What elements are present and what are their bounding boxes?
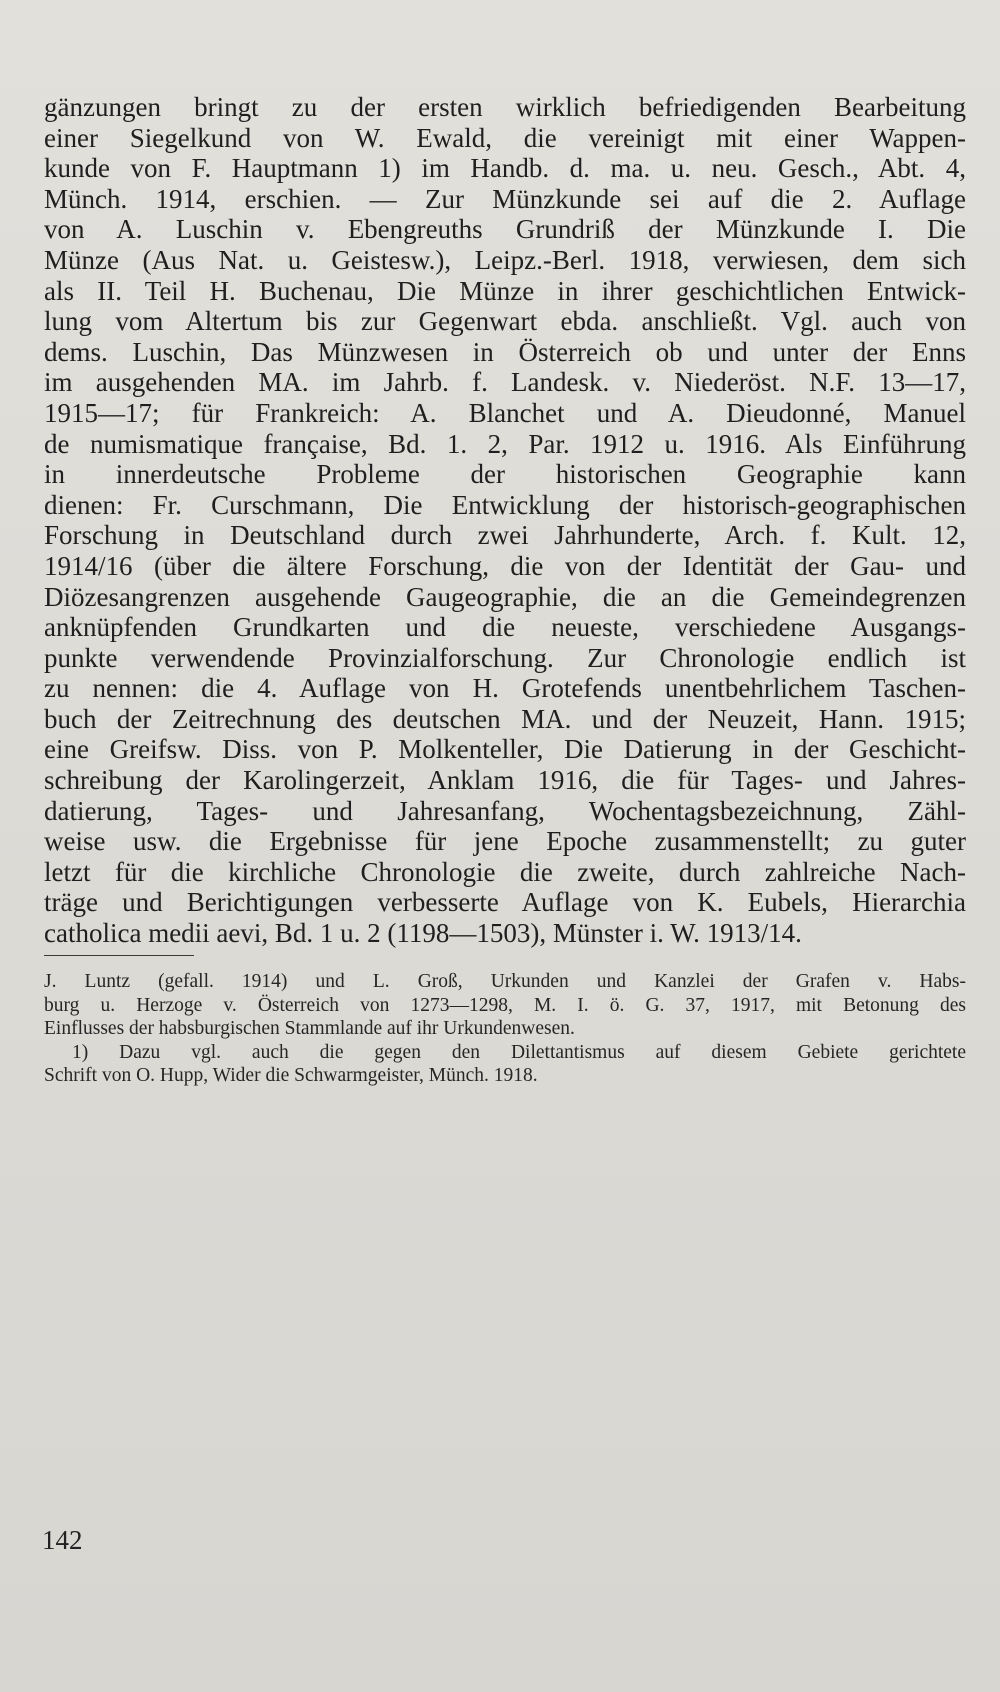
body-line: dienen: Fr. Curschmann, Die Entwicklung der historisch-geographischen <box>44 489 966 520</box>
footnotes-block <box>44 970 966 1088</box>
body-line: gänzungen bringt zu der ersten wirklich befriedigenden Bearbeitung <box>44 92 966 122</box>
body-line: de numismatique française, Bd. 1. 2, Par. 1912 u. 1916. Als Einführung <box>44 428 966 459</box>
body-line: Münch. 1914, erschien. — Zur Münzkunde sei auf die 2. Auflage <box>44 183 966 214</box>
body-line: zu nennen: die 4. Auflage von H. Grotefends unentbehrlichem Taschen- <box>44 673 966 704</box>
body-line: catholica medii aevi, Bd. 1 u. 2 (1198—1503), Münster i. W. 1913/14. <box>44 918 802 949</box>
footnote-line: burg u. Herzoge v. Österreich von 1273—1298, M. I. ö. G. 37, 1917, mit Betonung des <box>44 994 966 1016</box>
body-line: lung vom Altertum bis zur Gegenwart ebda. anschließt. Vgl. auch von <box>44 306 966 337</box>
body-line: träge und Berichtigungen verbesserte Auflage von K. Eubels, Hierarchia <box>44 887 966 918</box>
body-line: Diözesangrenzen ausgehende Gaugeographie, die an die Gemeindegrenzen <box>44 581 966 612</box>
body-line: schreibung der Karolingerzeit, Anklam 1916, die für Tages- und Jahres- <box>44 765 966 796</box>
body-line: als II. Teil H. Buchenau, Die Münze in ihrer geschichtlichen Entwick- <box>44 275 966 306</box>
body-line: datierung, Tages- und Jahresanfang, Wochentagsbezeichnung, Zähl- <box>44 795 966 826</box>
body-line: letzt für die kirchliche Chronologie die zweite, durch zahlreiche Nach- <box>44 856 966 887</box>
body-line: kunde von F. Hauptmann 1) im Handb. d. ma. u. neu. Gesch., Abt. 4, <box>44 153 966 184</box>
body-line: von A. Luschin v. Ebengreuths Grundriß der Münzkunde I. Die <box>44 214 966 245</box>
page-number: 142 <box>42 1525 83 1555</box>
body-line: in innerdeutsche Probleme der historischen Geographie kann <box>44 459 966 490</box>
body-line: einer Siegelkund von W. Ewald, die vereinigt mit einer Wappen- <box>44 122 966 153</box>
footnote-line: Schrift von O. Hupp, Wider die Schwarmgeister, Münch. 1918. <box>44 1065 538 1086</box>
main-text-block <box>44 92 966 949</box>
body-line: 1914/16 (über die ältere Forschung, die von der Identität der Gau- und <box>44 550 966 581</box>
body-line: buch der Zeitrechnung des deutschen MA. und der Neuzeit, Hann. 1915; <box>44 703 966 734</box>
footnote-divider <box>44 955 194 956</box>
footnote-line: 1) Dazu vgl. auch die gegen den Dilettantismus auf diesem Gebiete gerichtete <box>72 1041 966 1063</box>
body-line: eine Greifsw. Diss. von P. Molkenteller, Die Datierung in der Geschicht- <box>44 734 966 765</box>
body-line: anknüpfenden Grundkarten und die neueste, verschiedene Ausgangs- <box>44 612 966 643</box>
body-line: weise usw. die Ergebnisse für jene Epoche zusammenstellt; zu guter <box>44 826 966 857</box>
body-line: im ausgehenden MA. im Jahrb. f. Landesk. v. Niederöst. N.F. 13—17, <box>44 367 966 398</box>
body-line: dems. Luschin, Das Münzwesen in Österreich ob und unter der Enns <box>44 336 966 367</box>
footnote-line: J. Luntz (gefall. 1914) und L. Groß, Urkunden und Kanzlei der Grafen v. Habs- <box>44 971 966 992</box>
body-line: Forschung in Deutschland durch zwei Jahrhunderte, Arch. f. Kult. 12, <box>44 520 966 551</box>
footnote-line: Einflusses der habsburgischen Stammlande auf ihr Urkundenwesen. <box>44 1018 575 1039</box>
body-line: 1915—17; für Frankreich: A. Blanchet und A. Dieudonné, Manuel <box>44 397 966 428</box>
body-line: Münze (Aus Nat. u. Geistesw.), Leipz.-Berl. 1918, verwiesen, dem sich <box>44 244 966 275</box>
body-line: punkte verwendende Provinzialforschung. Zur Chronologie endlich ist <box>44 642 966 673</box>
